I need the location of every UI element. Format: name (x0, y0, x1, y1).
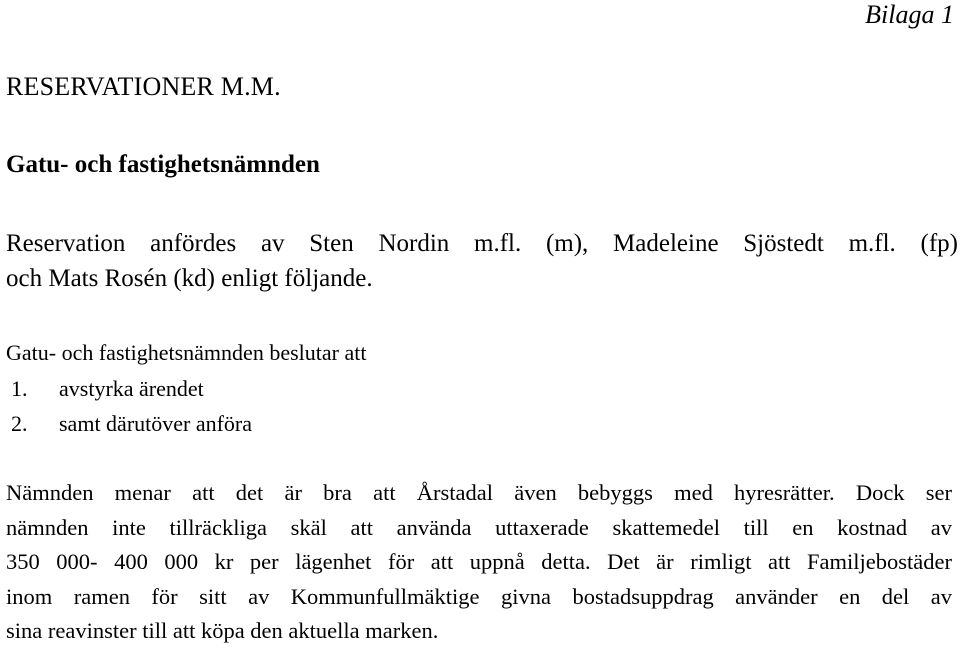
appendix-label: Bilaga 1 (865, 0, 954, 29)
body-paragraph (6, 476, 952, 649)
decision-list (6, 371, 252, 441)
reservation-intro (6, 226, 958, 296)
body-line-3: 350 000- 400 000 kr per lägenhet för att uppnå detta. Det är rimligt att Familjebostäder (6, 549, 952, 575)
body-line-2: nämnden inte tillräckliga skäl att använda uttaxerade skattemedel till en kostnad av (6, 514, 952, 540)
decision-item-number: 2. (11, 411, 28, 436)
reservation-intro-line-1: Reservation anfördes av Sten Nordin m.fl. (m), Madeleine Sjöstedt m.fl. (fp) (6, 230, 958, 257)
reservation-intro-line-2: och Mats Rosén (kd) enligt följande. (6, 265, 373, 292)
body-line-5: sina reavinster till att köpa den aktuella marken. (6, 618, 439, 644)
decision-item-1 (6, 371, 252, 406)
decision-intro: Gatu- och fastighetsnämnden beslutar att (6, 340, 367, 365)
decision-item-text: avstyrka ärendet (59, 376, 204, 401)
document-title: RESERVATIONER M.M. (6, 72, 281, 101)
body-line-1: Nämnden menar att det är bra att Årstadal även bebyggs med hyresrätter. Dock ser (6, 480, 952, 505)
decision-item-number: 1. (11, 376, 28, 401)
decision-item-2 (6, 406, 252, 441)
body-line-4: inom ramen för sitt av Kommunfullmäktige givna bostadsuppdrag använder en del av (6, 583, 952, 609)
decision-item-text: samt därutöver anföra (59, 411, 253, 436)
committee-heading: Gatu- och fastighetsnämnden (6, 151, 320, 178)
